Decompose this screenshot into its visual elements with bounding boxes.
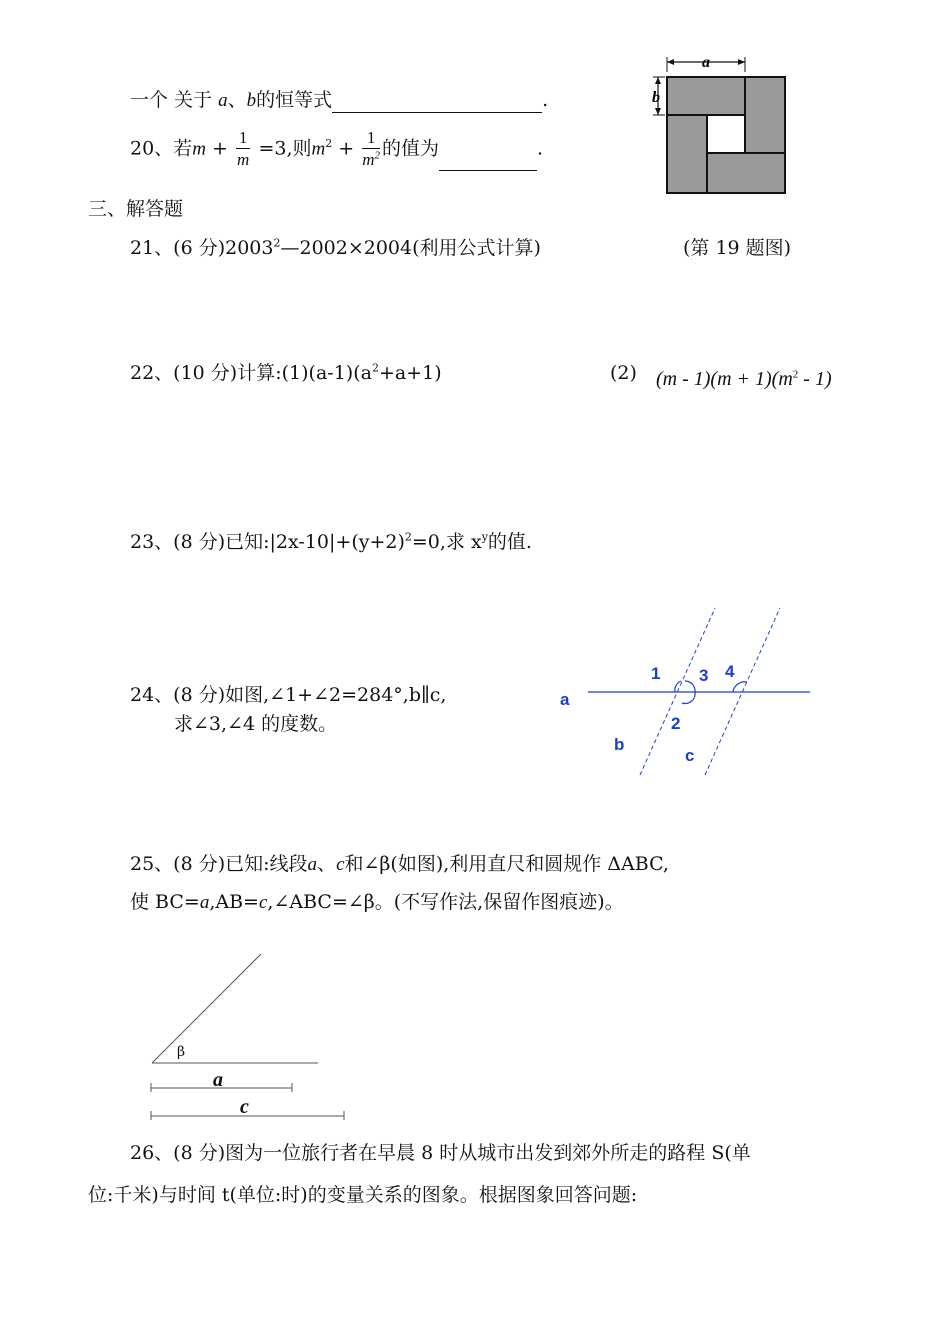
- fig19-square-diagram: [650, 52, 790, 202]
- beta-label: β: [177, 1044, 186, 1060]
- fraction-1-over-m2: $\frac{1}{m^2}$: [362, 128, 381, 169]
- q22-statement: 22、(10 分)计算$:(1)(a-1)(a^2+a+1)$: [130, 361, 442, 384]
- q20-statement: 20、若m + $\frac{1}{m}$ =3,则$m^2$ + $\frac{1}{m^2}$ 的值为 .: [130, 128, 544, 169]
- q26-line1: 26、(8 分)图为一位旅行者在早晨 8 时从城市出发到郊外所走的路程 S(单: [130, 1142, 751, 1164]
- q24-line1: 24、(8 分)如图,∠1+∠2=284°,b∥c,: [130, 684, 447, 706]
- q26-line2: 位:千米)与时间 t(单位:时)的变量关系的图象。根据图象回答问题:: [88, 1184, 638, 1206]
- q25-line2: 使 BC=a,AB=c,∠ABC=∠β。(不写作法,保留作图痕迹)。: [130, 891, 624, 913]
- fig19-caption: (第 19 题图): [683, 237, 792, 259]
- section-3-heading: 三、解答题: [88, 198, 184, 220]
- q21-statement: 21、(6 分)$2003^2—2002\times 2004$(利用公式计算): [130, 236, 541, 259]
- q24-parallel-lines-figure: [555, 605, 815, 785]
- q25-angle-and-segments-figure: [145, 952, 355, 1122]
- q23-statement: 23、(8 分)已知$:|2x-10|+(y+2)^2=0$,求 $x^y$的值.: [130, 530, 532, 553]
- q24-line2: 求∠3,∠4 的度数。: [174, 713, 338, 735]
- q25-line1: 25、(8 分)已知:线段a、c和∠β(如图),利用直尺和圆规作 ΔABC,: [130, 853, 669, 875]
- fig19-label-b: b: [652, 89, 660, 106]
- answer-blank[interactable]: [332, 92, 542, 113]
- fig19-label-a: a: [702, 54, 710, 71]
- angle-label-1: 1: [651, 664, 661, 683]
- answer-blank[interactable]: [439, 150, 537, 171]
- segment-a-label: a: [213, 1069, 223, 1091]
- fraction-1-over-m: $\frac{1}{m}$: [237, 128, 250, 169]
- segment-c-label: c: [240, 1096, 249, 1118]
- line-label-c: c: [685, 746, 695, 765]
- line-label-a: a: [560, 690, 570, 709]
- q22-part2-expression: $(m - 1)(m + 1)(m^2 - 1)$: [656, 368, 832, 390]
- q19-statement: 一个 关于 a、b的恒等式 .: [130, 89, 549, 111]
- q22-part2-label: (2): [610, 362, 637, 384]
- angle-label-2: 2: [671, 714, 681, 733]
- line-label-b: b: [614, 735, 625, 754]
- angle-slant-ray: [152, 954, 261, 1063]
- angle-label-3: 3: [699, 666, 709, 685]
- angle-label-4: 4: [725, 662, 735, 681]
